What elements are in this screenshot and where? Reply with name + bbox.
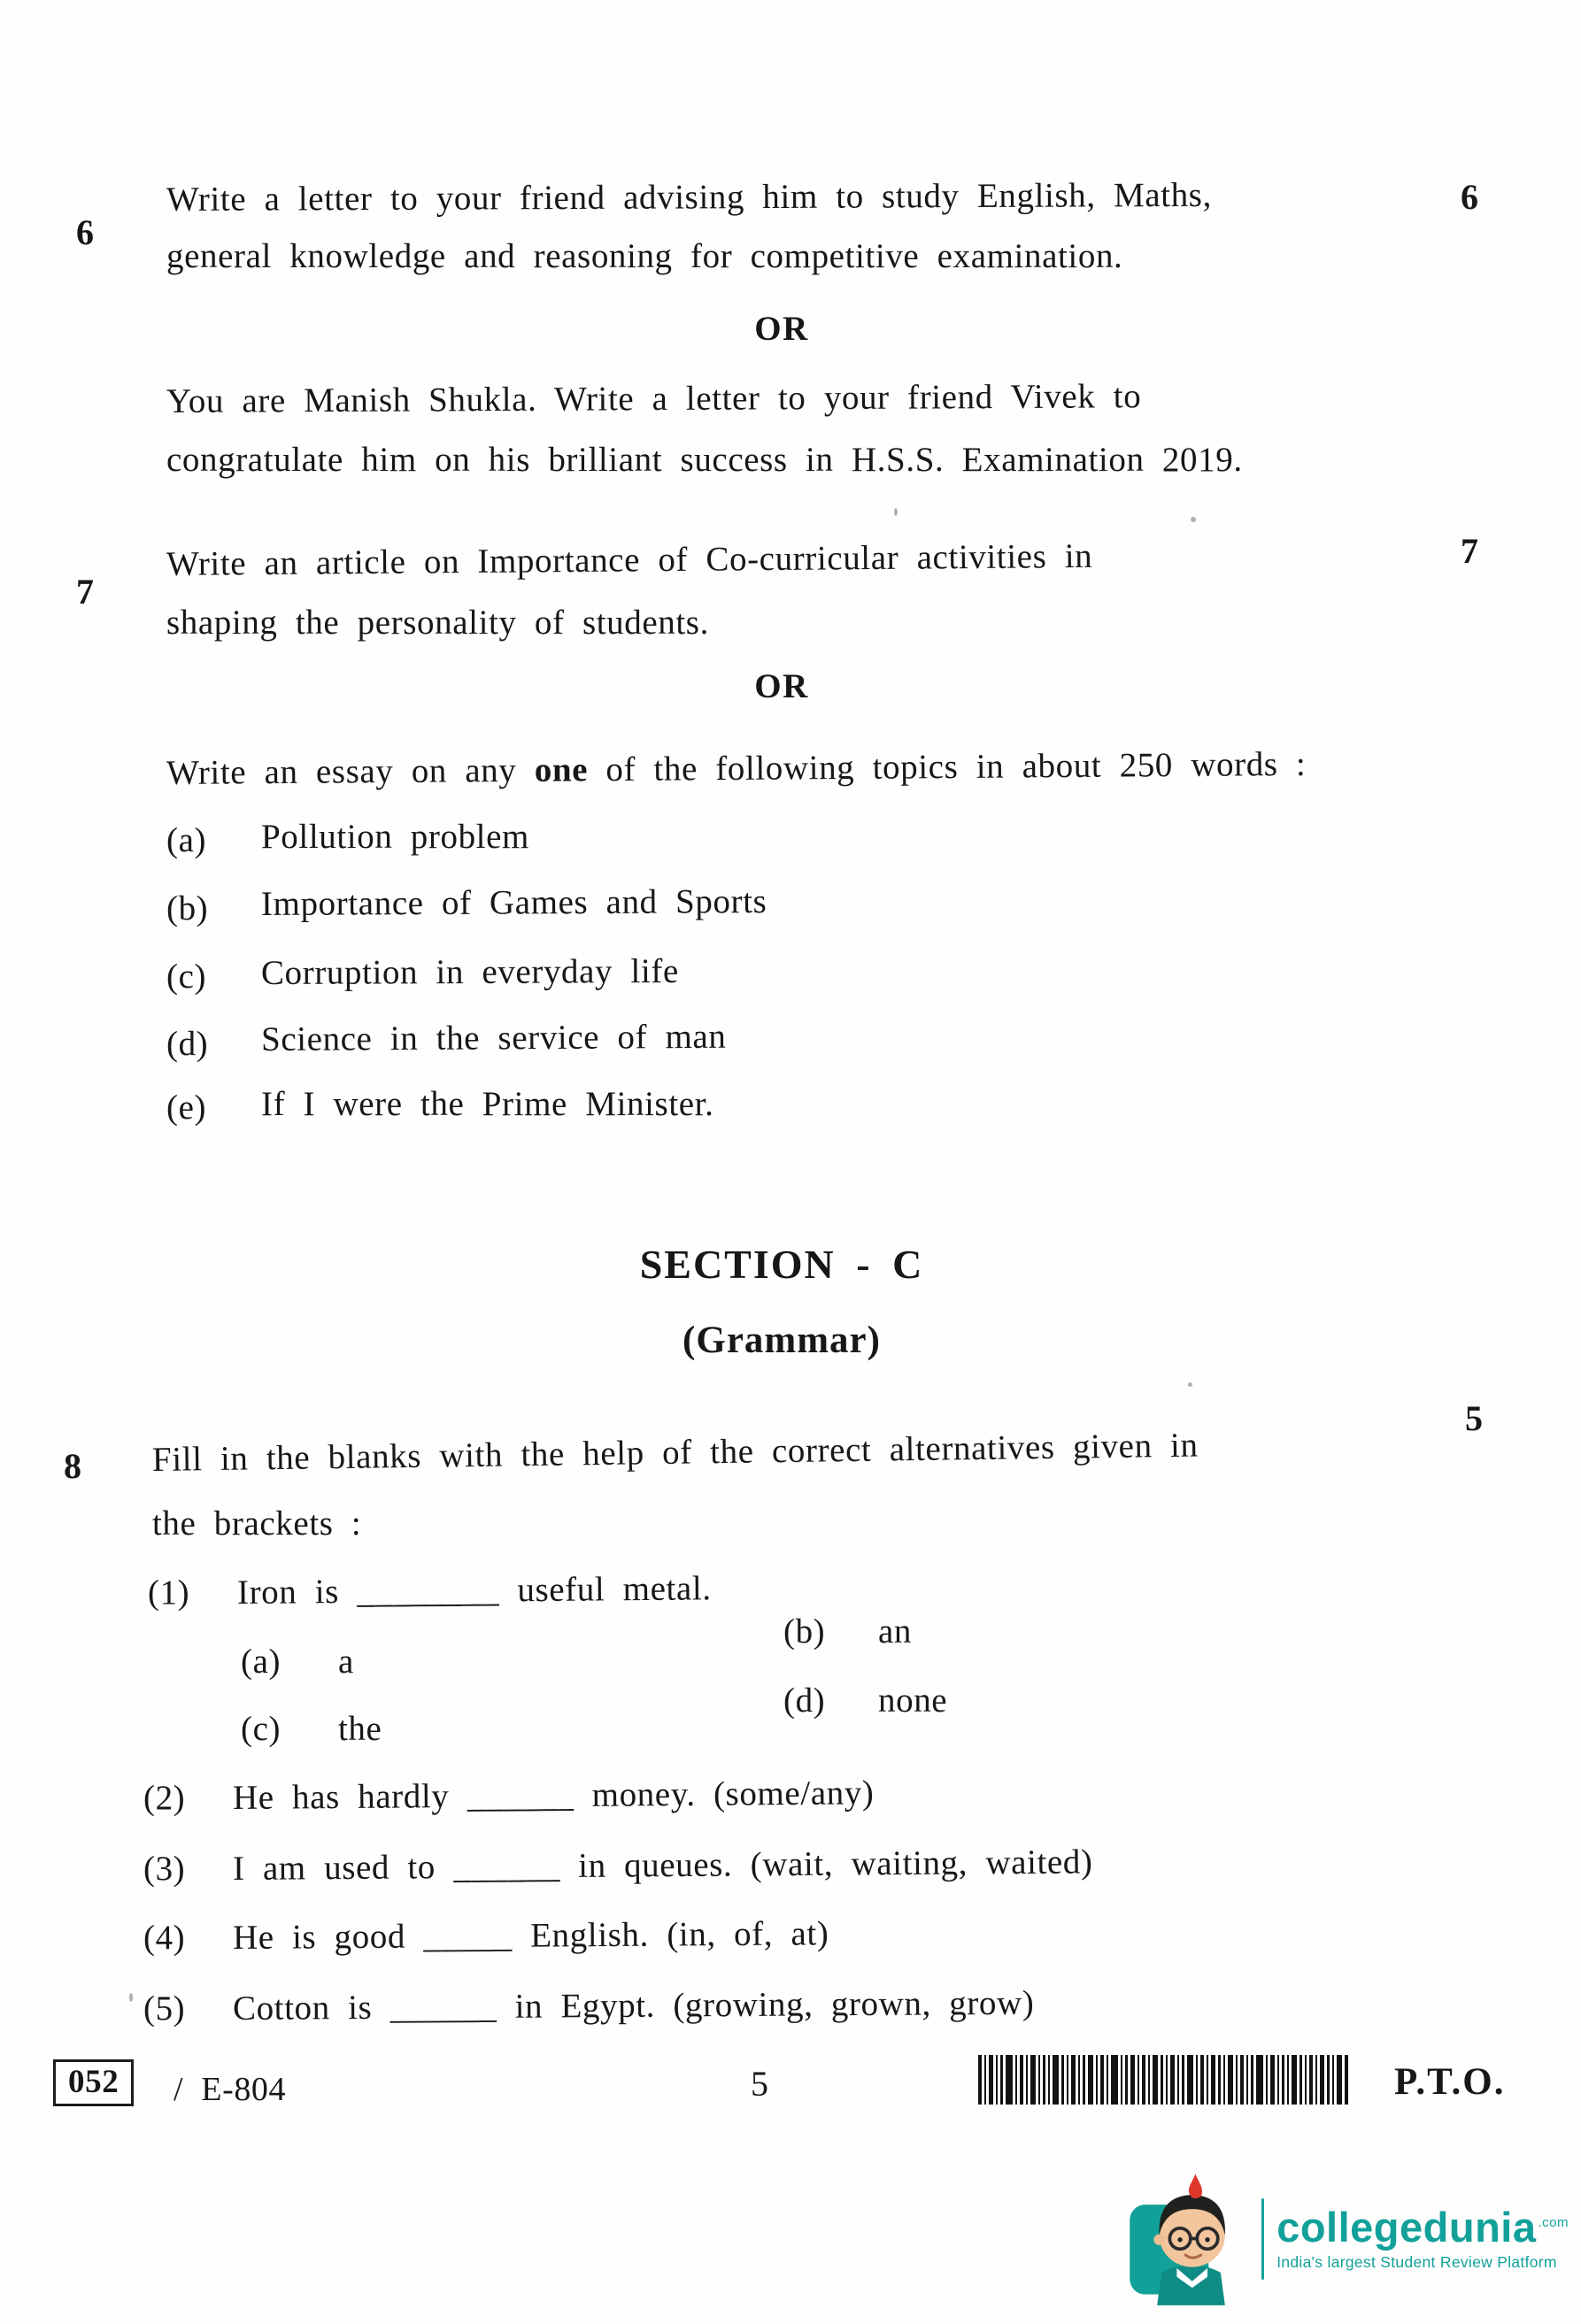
q8-choice-a-label: (a) [241,1643,281,1681]
q8-choice-d-label: (d) [783,1681,826,1720]
q8-item4-text: He is good _____ English. (in, of, at) [232,1914,829,1957]
q8-item4-label: (4) [143,1919,186,1957]
q7-part1-line1: Write an article on Importance of Co-curricular activities in [166,536,1093,583]
q8-item1-label: (1) [148,1574,190,1612]
q8-choice-b-label: (b) [783,1612,826,1651]
collegedunia-mascot-icon [1129,2167,1249,2310]
footer-page-number: 5 [751,2064,769,2104]
q8-item3-text: I am used to ______ in queues. (wait, waiting, waited) [232,1843,1093,1888]
q7-topic-a-text: Pollution problem [261,818,529,856]
footer-paper-code-box [53,2060,134,2104]
q8-choice-d-text: none [878,1681,948,1720]
q8-choice-c-text: the [338,1710,382,1748]
collegedunia-branding [1129,2167,1569,2310]
brand-tld: .com [1538,2214,1569,2230]
section-c-title: SECTION - C [639,1242,924,1287]
brand-divider [1261,2198,1264,2280]
q8-item5-label: (5) [143,1989,186,2028]
q7-topic-d-text: Science in the service of man [260,1017,727,1058]
q7-topic-b-label: (b) [166,889,209,927]
paper-code: 052 [53,2059,134,2106]
q8-choice-b-text: an [878,1612,913,1651]
q7-topic-c-text: Corruption in everyday life [260,951,679,992]
q6-part1-line2: general knowledge and reasoning for competitive examination. [166,237,1123,275]
q7-topic-a-label: (a) [166,821,207,859]
q6-part2-line2: congratulate him on his brilliant success in H.S.S. Examination 2019. [166,441,1243,479]
scan-speck [894,508,898,516]
q6-part1-line1: Write a letter to your friend advising him to study English, Maths, [166,175,1212,219]
scan-speck [1191,517,1196,522]
q8-item1-text: Iron is ________ useful metal. [236,1569,712,1612]
q7-topic-d-label: (d) [166,1025,209,1063]
q7-topic-c-label: (c) [166,958,207,996]
brand-text [1276,2203,1569,2272]
q7-topic-b-text: Importance of Games and Sports [260,882,767,923]
brand-name: collegedunia [1276,2203,1537,2251]
q8-intro-line1: Fill in the blanks with the help of the correct alternatives given in [151,1426,1199,1479]
scan-speck [129,1993,133,2002]
q6-part2-line1: You are Manish Shukla. Write a letter to your friend Vivek to [166,377,1142,420]
q8-item5-text: Cotton is ______ in Egypt. (growing, grown, grow) [232,1983,1035,2028]
q8-choice-a-text: a [338,1643,354,1681]
q7-part1-line2: shaping the personality of students. [166,604,709,642]
q6-or-label: OR [754,310,809,348]
q7-essay-intro-bold: one [534,750,589,789]
q7-or-label: OR [754,667,809,705]
q8-item2-label: (2) [143,1779,186,1817]
brand-wordmark [1276,2203,1569,2251]
q7-marks: 7 [1461,531,1479,571]
q7-number: 7 [76,572,95,612]
scan-speck [1188,1382,1192,1387]
barcode [978,2055,1350,2105]
q8-marks: 5 [1465,1398,1484,1438]
q8-choice-c-label: (c) [241,1710,281,1748]
q8-item3-label: (3) [143,1850,186,1888]
brand-tagline: India's largest Student Review Platform [1276,2252,1557,2271]
paper-ref: / E-804 [174,2071,287,2108]
q6-number: 6 [76,212,95,252]
q8-number: 8 [64,1446,82,1486]
q8-item2-text: He has hardly ______ money. (some/any) [232,1774,875,1817]
section-c-subtitle: (Grammar) [683,1320,881,1361]
q7-essay-intro-pre: Write an essay on any [166,750,535,792]
q6-marks: 6 [1461,177,1479,217]
pto-label: P.T.O. [1394,2061,1506,2103]
q7-topic-e-text: If I were the Prime Minister. [261,1085,714,1123]
q8-intro-line2: the brackets : [152,1504,362,1543]
q7-topic-e-label: (e) [166,1089,207,1127]
q7-essay-intro [166,743,1307,796]
q7-essay-intro-post: of the following topics in about 250 words : [587,744,1307,789]
